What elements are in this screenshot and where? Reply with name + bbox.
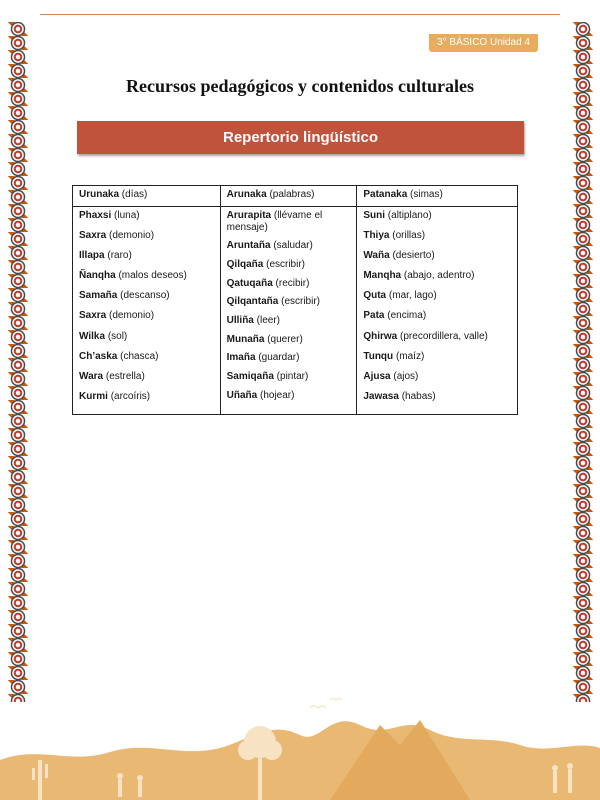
- column-patanaka-cell: [357, 207, 518, 415]
- table-header-row: [73, 186, 518, 207]
- list-item: Tunqu (maíz): [363, 350, 425, 362]
- section-banner: Repertorio lingüístico: [77, 121, 524, 154]
- list-item: Wara (estrella): [79, 370, 145, 382]
- list-item: Jawasa (habas): [363, 390, 436, 402]
- top-stripe: [40, 14, 560, 15]
- column-header-arunaka: Arunaka (palabras): [220, 186, 357, 207]
- list-item: Munaña (querer): [226, 333, 303, 345]
- vocabulary-table: [72, 185, 518, 415]
- list-item: Wilka (sol): [79, 330, 128, 342]
- list-item: Uñaña (hojear): [226, 389, 295, 401]
- list-item: Thiya (orillas): [363, 230, 426, 242]
- decorative-border-right: [573, 22, 593, 702]
- decorative-border-left: [8, 22, 28, 702]
- list-item: Illapa (raro): [79, 250, 132, 262]
- list-item: Qilqaña (escribir): [226, 258, 305, 270]
- column-urunaka-cell: [73, 207, 221, 415]
- table-row: [73, 207, 518, 415]
- column-header-urunaka: Urunaka (días): [73, 186, 221, 207]
- column-arunaka-cell: [220, 207, 357, 415]
- list-item: Pata (encima): [363, 310, 427, 322]
- list-item: Ch’aska (chasca): [79, 350, 159, 362]
- list-item: Aruntaña (saludar): [226, 240, 313, 252]
- column-header-patanaka: Patanaka (simas): [357, 186, 518, 207]
- list-item: Qilqantaña (escribir): [226, 296, 320, 308]
- list-item: Imaña (guardar): [226, 352, 300, 364]
- list-item: Arurapita (llévame el mensaje): [226, 210, 323, 233]
- list-item: Samaña (descanso): [79, 290, 170, 302]
- grade-unit-label: 3° BÁSICO Unidad 4: [429, 34, 538, 52]
- list-item: Saxra (demonio): [79, 310, 155, 322]
- list-item: Quta (mar, lago): [363, 290, 437, 302]
- page-title: Recursos pedagógicos y contenidos culturales: [126, 76, 474, 96]
- list-item: Ajusa (ajos): [363, 370, 419, 382]
- top-decorative-bar: [0, 0, 600, 30]
- list-item: Ñanqha (malos deseos): [79, 270, 187, 282]
- list-item: Ulliña (leer): [226, 314, 280, 326]
- list-item: Phaxsi (luna): [79, 210, 140, 221]
- list-item: Waña (desierto): [363, 250, 435, 262]
- list-item: Samiqaña (pintar): [226, 371, 309, 382]
- list-item: Manqha (abajo, adentro): [363, 270, 475, 282]
- list-item: Qhirwa (precordillera, valle): [363, 330, 488, 342]
- andean-landscape-illustration: [0, 690, 600, 800]
- list-item: Qatuqaña (recibir): [226, 277, 310, 289]
- landscape-silhouette: [0, 721, 600, 800]
- list-item: Kurmi (arcoíris): [79, 390, 151, 402]
- list-item: Saxra (demonio): [79, 230, 155, 242]
- list-item: Suni (altiplano): [363, 210, 432, 221]
- bird-icon: [310, 699, 342, 709]
